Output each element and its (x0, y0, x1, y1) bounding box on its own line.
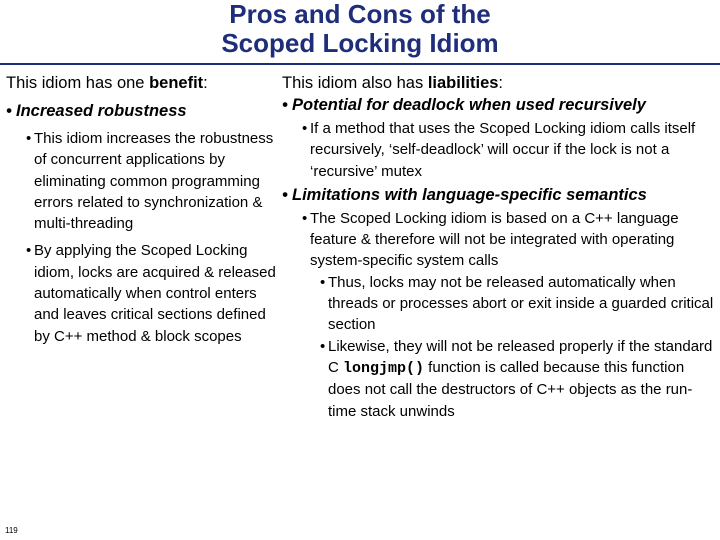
bullet-icon: • (302, 209, 308, 227)
liabilities-column (282, 72, 718, 422)
benefit-sub-item: • This idiom increases the robustness of concurrent applications by eliminating common programming errors related to synchronization & multi-threading (26, 130, 274, 233)
bullet-icon: • (26, 130, 32, 147)
liability-sub-sub-item: • Thus, locks may not be released automatically when threads or processes abort or exit inside a guarded critical section (320, 273, 714, 334)
liabilities-intro: This idiom also has liabilities: (282, 74, 504, 92)
benefit-sub-item: • By applying the Scoped Locking idiom, locks are acquired & released automatically when control enters and leaves critical sections defined by C++ method & block scopes (26, 242, 276, 345)
benefits-intro: This idiom has one benefit: (6, 74, 208, 92)
bullet-icon: • (282, 96, 288, 114)
slide-title (0, 0, 720, 62)
benefits-column (6, 72, 276, 347)
bullet-icon: • (26, 242, 32, 260)
page-number: 119 (5, 526, 18, 535)
liability-sub-sub-item: • Likewise, they will not be released properly if the standard C longjmp() function is called because this function does not call the destructors of C++ objects as the run-time stack unwinds (320, 337, 713, 420)
bullet-icon: • (302, 120, 308, 137)
bullet-icon: • (320, 273, 326, 291)
liability-bullet-deadlock: • Potential for deadlock when used recursively (282, 96, 646, 114)
bullet-icon: • (320, 337, 326, 355)
liability-sub-item: • The Scoped Locking idiom is based on a C++ language feature & therefore will not be integrated with operating system-specific system calls (302, 209, 679, 270)
benefit-bullet-robustness: • Increased robustness (6, 102, 187, 120)
title-line-1: Pros and Cons of the (229, 0, 491, 29)
bullet-icon: • (6, 102, 12, 120)
bullet-icon: • (282, 185, 288, 204)
longjmp-code: longjmp() (343, 359, 425, 377)
title-divider (0, 63, 720, 65)
liability-sub-item: • If a method that uses the Scoped Locking idiom calls itself recursively, ‘self-deadlock’ will occur if the lock is not a ‘recursive’ mutex (302, 120, 696, 180)
liability-bullet-semantics: • Limitations with language-specific semantics (282, 185, 647, 204)
title-line-2: Scoped Locking Idiom (221, 28, 499, 58)
